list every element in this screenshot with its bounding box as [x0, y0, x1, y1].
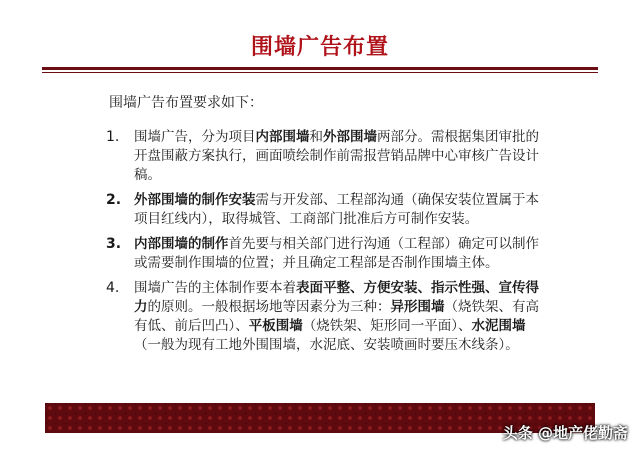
item-number: 4. — [106, 280, 120, 296]
item-number: 1. — [106, 129, 120, 145]
emphasis-text: 平板围墙 — [248, 318, 303, 334]
intro-text: 围墙广告布置要求如下： — [109, 95, 263, 111]
emphasis-text: 异形围墙 — [390, 299, 445, 315]
item-text — [134, 279, 550, 355]
list-item — [106, 235, 550, 273]
body-text: （烧铁架、有高有低、前后凹凸）、 — [134, 299, 539, 334]
watermark-text: 头条 @地产佬勤斋 — [502, 424, 628, 442]
emphasis-text: 外部围墙 — [323, 129, 377, 145]
body-text: 和 — [309, 129, 323, 145]
body-text: （一般为现有工地外围围墙，水泥底、安装喷画时要压木线条）。 — [134, 337, 519, 353]
item-number: 3. — [106, 236, 122, 252]
requirements-list — [106, 128, 550, 361]
title-divider-thin — [42, 72, 598, 73]
body-text: 围墙广告，分为项目 — [134, 129, 256, 145]
body-text: 需与开发部、工程部沟通（确保安装位置属于本项目红线内），取得城管、工商部门批准后方可制作安装。 — [134, 192, 539, 227]
emphasis-text: 内部围墙的制作 — [134, 236, 229, 252]
emphasis-text: 外部围墙的制作安装 — [134, 192, 256, 208]
body-text: 首先要与相关部门进行沟通（工程部）确定可以制作或需要制作围墙的位置；并且确定工程部是否制作围墙主体。 — [134, 236, 539, 271]
item-text — [134, 191, 550, 229]
item-number: 2. — [106, 192, 122, 208]
list-item — [106, 191, 550, 229]
body-text: 两部分。需根据集团审批的开盘围蔽方案执行，画面喷绘制作前需报营销品牌中心审核广告设计稿。 — [134, 129, 539, 183]
body-text: （烧铁架、矩形同一平面）、 — [302, 318, 472, 334]
item-text — [134, 235, 550, 273]
list-item — [106, 128, 550, 185]
list-item — [106, 279, 550, 355]
emphasis-text: 内部围墙 — [255, 129, 310, 145]
slide-title: 围墙广告布置 — [250, 35, 389, 60]
body-text: 围墙广告的主体制作要本着 — [134, 280, 296, 296]
item-text — [134, 128, 550, 185]
emphasis-text: 表面平整、方便安装、指示性强、宣传得力 — [134, 280, 539, 315]
body-text: 的原则。一般根据场地等因素分为三种： — [147, 299, 391, 315]
emphasis-text: 水泥围墙 — [471, 318, 526, 334]
title-divider-thick — [42, 67, 598, 70]
